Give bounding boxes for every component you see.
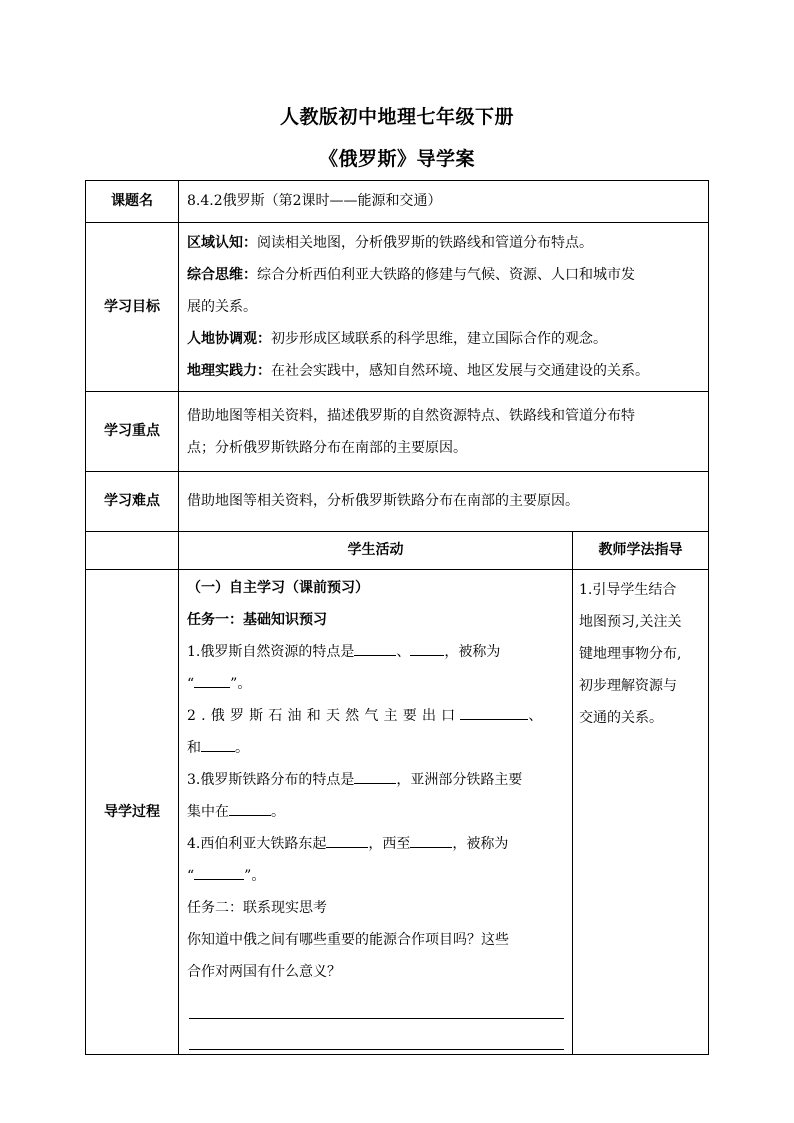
key-points-line: 点；分析俄罗斯铁路分布在南部的主要原因。 [187,439,467,456]
objectives-content [179,223,709,392]
guide-line: 键地理事物分布, [579,646,682,662]
answer-blank[interactable] [229,801,271,816]
objectives-row [86,223,709,392]
objectives-label: 学习目标 [86,223,179,392]
answer-blank[interactable] [460,705,528,720]
student-activity-header: 学生活动 [179,532,573,570]
question-4-continued: “ ”。 [187,860,566,892]
question-2: 2.俄罗斯石油和天然气主要出口 、 [187,700,566,732]
student-activity-content [179,570,573,1055]
answer-blank[interactable] [201,737,235,752]
task2-title: 任务二：联系现实思考 [187,900,327,916]
objective-item: 区域认知：阅读相关地图，分析俄罗斯的铁路线和管道分布特点。 [187,235,593,251]
document-title: 人教版初中地理七年级下册 [279,106,514,128]
answer-blank[interactable] [354,641,396,656]
answer-blank[interactable] [410,641,444,656]
question-4: 4.西伯利亚大铁路东起 ，西至 ，被称为 [187,828,566,860]
teacher-guidance-header: 教师学法指导 [573,532,709,570]
objective-item-continued: 展的关系。 [187,299,257,315]
answer-line[interactable] [189,1019,564,1050]
question-1: 1.俄罗斯自然资源的特点是 、 ，被称为 [187,636,566,668]
answer-blank[interactable] [354,769,396,784]
guide-line: 地图预习,关注关 [579,614,682,630]
task2-question: 你知道中俄之间有哪些重要的能源合作项目吗？这些 [187,932,509,948]
empty-header-cell [86,532,179,570]
document-subtitle: 《俄罗斯》导学案 [318,148,475,170]
objective-item: 人地协调观：初步形成区域联系的科学思维，建立国际合作的观念。 [187,331,607,347]
question-2-continued: 和 。 [187,732,566,764]
difficulties-content: 借助地图等相关资料，分析俄罗斯铁路分布在南部的主要原因。 [179,472,709,532]
answer-blank[interactable] [194,865,244,880]
answer-blank[interactable] [410,833,452,848]
question-3: 3.俄罗斯铁路分布的特点是 ，亚洲部分铁路主要 [187,764,566,796]
process-label: 导学过程 [86,570,179,1055]
task2-question-continued: 合作对两国有什么意义？ [187,964,341,980]
topic-value: 8.4.2俄罗斯（第2课时——能源和交通） [179,181,709,223]
section-title: （一）自主学习（课前预习） [187,580,369,596]
topic-row [86,181,709,223]
answer-line[interactable] [189,988,564,1019]
answer-blank[interactable] [326,833,368,848]
activity-header-row [86,532,709,570]
guide-line: 1.引导学生结合 [579,582,677,598]
objective-item: 综合思维：综合分析西伯利亚大铁路的修建与气候、资源、人口和城市发 [187,267,635,283]
guide-line: 交通的关系。 [579,710,663,726]
topic-label: 课题名 [86,181,179,223]
key-points-label: 学习重点 [86,392,179,472]
difficulties-label: 学习难点 [86,472,179,532]
key-points-row [86,392,709,472]
task1-title: 任务一：基础知识预习 [187,612,327,628]
difficulties-row [86,472,709,532]
key-points-content [179,392,709,472]
question-1-continued: “ ”。 [187,668,566,700]
key-points-line: 借助地图等相关资料，描述俄罗斯的自然资源特点、铁路线和管道分布特 [187,407,635,424]
answer-blank[interactable] [194,673,230,688]
lesson-plan-table [85,180,709,1055]
process-row [86,570,709,1055]
teacher-guidance-content [573,570,709,1055]
question-3-continued: 集中在 。 [187,796,566,828]
guide-line: 初步理解资源与 [579,678,677,694]
objective-item: 地理实践力：在社会实践中，感知自然环境、地区发展与交通建设的关系。 [187,363,649,379]
